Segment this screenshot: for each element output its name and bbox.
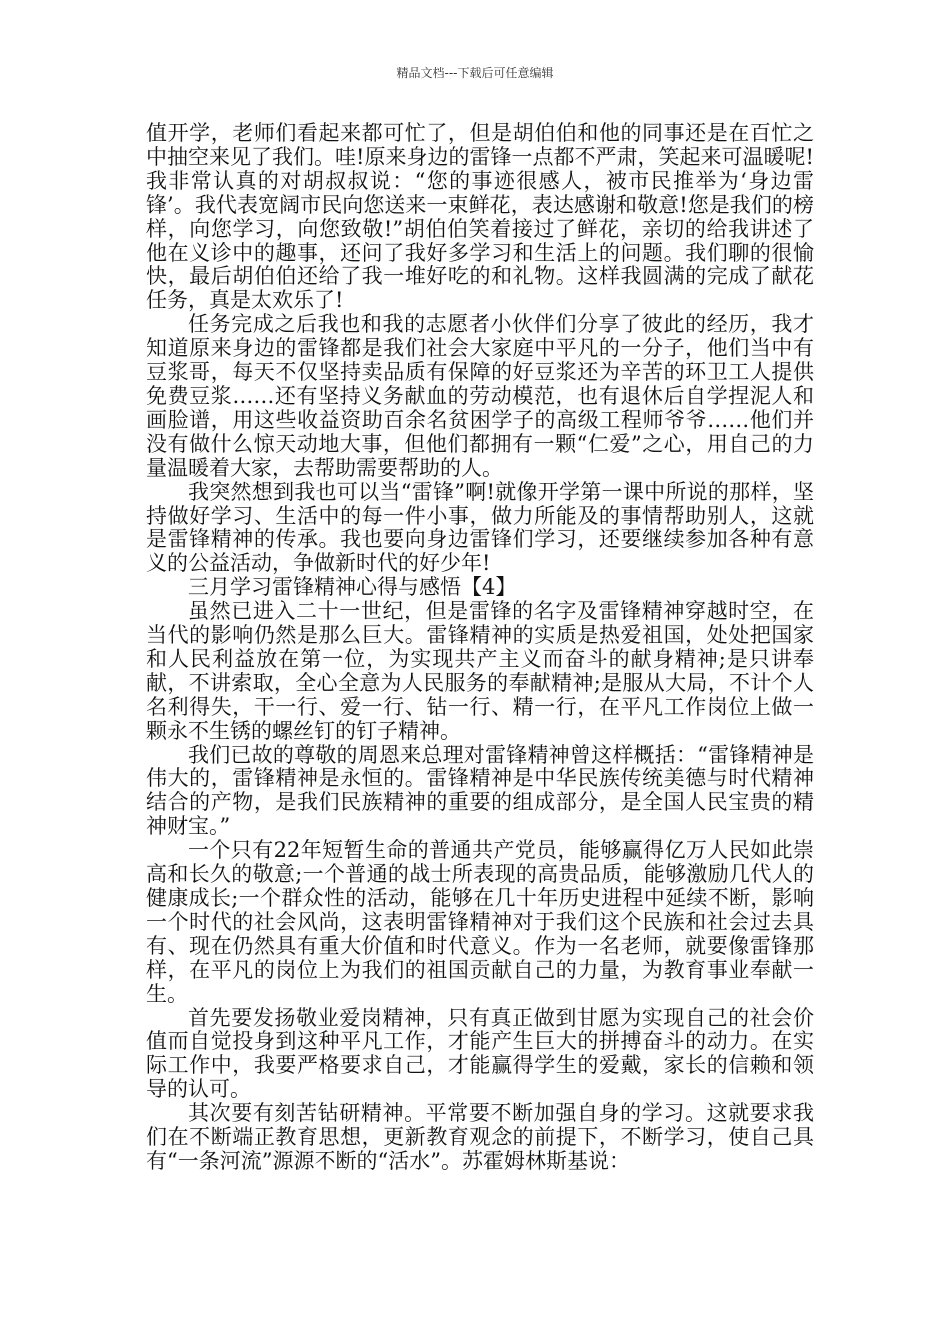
paragraph-3: 我突然想到我也可以当“雷锋”啊!就像开学第一课中所说的那样，坚持做好学习、生活中的每一件小事，做力所能及的事情帮助别人，这就是雷锋精神的传承。我也要向身边雷锋们学习，还要继续参加各种有意义的公益活动，争做新时代的好少年! <box>146 479 814 576</box>
paragraph-7: 一个只有22年短暂生命的普通共产党员，能够赢得亿万人民如此崇高和长久的敬意;一个普通的战士所表现的高贵品质，能够激励几代人的健康成长;一个群众性的活动，能够在几十年历史进程中延续不断，影响一个时代的社会风尚，这表明雷锋精神对于我们这个民族和社会过去具有、现在仍然具有重大价值和时代意义。作为一名老师，就要像雷锋那样，在平凡的岗位上为我们的祖国贡献自己的力量，为教育事业奉献一生。 <box>146 838 814 1006</box>
paragraph-6: 我们已故的尊敬的周恩来总理对雷锋精神曾这样概括：“雷锋精神是伟大的，雷锋精神是永恒的。雷锋精神是中华民族传统美德与时代精神结合的产物，是我们民族精神的重要的组成部分，是全国人民宝贵的精神财宝。” <box>146 742 814 839</box>
paragraph-1: 值开学，老师们看起来都可忙了，但是胡伯伯和他的同事还是在百忙之中抽空来见了我们。哇!原来身边的雷锋一点都不严肃，笑起来可温暖呢!我非常认真的对胡叔叔说：“您的事迹很感人，被市民推举为‘身边雷锋’。我代表宽阔市民向您送来一束鲜花，表达感谢和敬意!您是我们的榜样，向您学习，向您致敬!”胡伯伯笑着接过了鲜花，亲切的给我讲述了他在义诊中的趣事，还问了我好多学习和生活上的问题。我们聊的很愉快，最后胡伯伯还给了我一堆好吃的和礼物。这样我圆满的完成了献花任务，真是太欢乐了! <box>146 121 814 313</box>
paragraph-5: 虽然已进入二十一世纪，但是雷锋的名字及雷锋精神穿越时空，在当代的影响仍然是那么巨大。雷锋精神的实质是热爱祖国，处处把国家和人民利益放在第一位，为实现共产主义而奋斗的献身精神;是只讲奉献，不讲索取，全心全意为人民服务的奉献精神;是服从大局，不计个人名利得失，干一行、爱一行、钻一行、精一行，在平凡工作岗位上做一颗永不生锈的螺丝钉的钉子精神。 <box>146 599 814 743</box>
page-header: 精品文档---下载后可任意编辑 <box>396 66 554 80</box>
paragraph-9: 其次要有刻苦钻研精神。平常要不断加强自身的学习。这就要求我们在不断端正教育思想，更新教育观念的前提下，不断学习，使自己具有“一条河流”源源不断的“活水”。苏霍姆林斯基说： <box>146 1101 814 1173</box>
document-body <box>146 122 814 1174</box>
paragraph-8: 首先要发扬敬业爱岗精神，只有真正做到甘愿为实现自己的社会价值而自觉投身到这种平凡工作，才能产生巨大的拼搏奋斗的动力。在实际工作中，我要严格要求自己，才能赢得学生的爱戴，家长的信赖和领导的认可。 <box>146 1005 814 1102</box>
paragraph-2: 任务完成之后我也和我的志愿者小伙伴们分享了彼此的经历，我才知道原来身边的雷锋都是我们社会大家庭中平凡的一分子，他们当中有豆浆哥，每天不仅坚持卖品质有保障的好豆浆还为辛苦的环卫工人提供免费豆浆……还有坚持义务献血的劳动模范，也有退休后自学捏泥人和画脸谱，用这些收益资助百余名贫困学子的高级工程师爷爷……他们并没有做什么惊天动地大事，但他们都拥有一颗“仁爱”之心，用自己的力量温暖着大家，去帮助需要帮助的人。 <box>146 312 814 480</box>
section-heading: 三月学习雷锋精神心得与感悟【4】 <box>188 575 517 600</box>
